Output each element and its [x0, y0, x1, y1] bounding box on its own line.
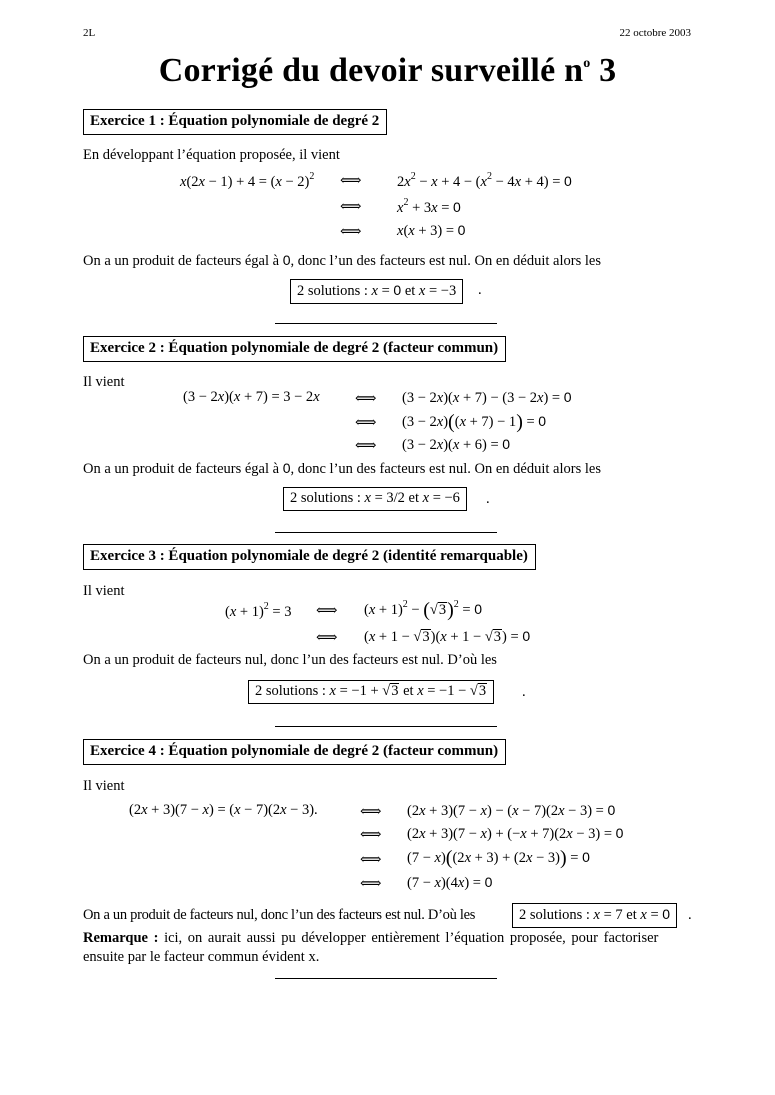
exercise-3-step-1: $(x + 1)^2 - (√3)^2 = 0$	[364, 599, 483, 621]
exercise-4-step-3: (7 − x)((2x + 3) + (2x − 3)) = 0	[407, 847, 590, 869]
exercise-2-step-3: (3 − 2x)(x + 6) = 0	[402, 436, 511, 453]
exercise-2-step-2: (3 − 2x)((x + 7) − 1) = 0	[402, 411, 547, 433]
iff-symbol: ⟺	[340, 224, 361, 240]
remark-text: ici, on aurait aussi pu développer entièrement l’équation proposée, pour factoriser	[158, 930, 659, 946]
exercise-4-remark-line-2: ensuite par le facteur commun évident x.	[83, 949, 320, 965]
exercise-2-solution-box: 2 solutions : x = 3/2 et x = −6	[283, 487, 467, 511]
remark-label: Remarque :	[83, 930, 159, 946]
title-superscript: o	[583, 56, 591, 71]
iff-symbol: ⟺	[355, 391, 376, 407]
exercise-4-title: Exercice 4 : Équation polynomiale de degré 2 (facteur commun)	[83, 739, 506, 765]
section-divider	[275, 532, 497, 533]
exercise-3-lhs: $(x + 1)^2 = 3$	[225, 601, 292, 620]
exercise-3-conclusion: On a un produit de facteurs nul, donc l’un des facteurs est nul. D’où les	[83, 652, 497, 668]
exercise-4-conclusion: On a un produit de facteurs nul, donc l’un des facteurs est nul. D’où les	[83, 907, 476, 923]
page-title	[0, 52, 775, 90]
iff-symbol: ⟺	[316, 603, 337, 619]
exercise-1-step-2: $x^2 + 3x = 0$	[397, 197, 461, 216]
section-divider	[275, 726, 497, 727]
exercise-3-title: Exercice 3 : Équation polynomiale de degré 2 (identité remarquable)	[83, 544, 536, 570]
date-label: 22 octobre 2003	[619, 27, 691, 39]
period: .	[486, 491, 490, 507]
period: .	[688, 907, 692, 923]
exercise-4-step-1: (2x + 3)(7 − x) − (x − 7)(2x − 3) = 0	[407, 802, 616, 819]
exercise-4-step-2: (2x + 3)(7 − x) + (−x + 7)(2x − 3) = 0	[407, 825, 624, 842]
iff-symbol: ⟺	[340, 199, 361, 215]
iff-symbol: ⟺	[355, 415, 376, 431]
exercise-1-intro: En développant l’équation proposée, il vient	[83, 147, 340, 163]
title-number: 3	[590, 52, 617, 89]
period: .	[522, 684, 526, 700]
exercise-4-lhs: (2x + 3)(7 − x) = (x − 7)(2x − 3).	[129, 802, 318, 818]
iff-symbol: ⟺	[316, 630, 337, 646]
exercise-4-remark	[83, 930, 692, 947]
exercise-2-intro: Il vient	[83, 374, 125, 390]
exercise-1-step-1: $2x^2 - x + 4 - (x^2 - 4x + 4) = 0$	[397, 171, 572, 190]
exercise-2-conclusion: On a un produit de facteurs égal à 0, donc l’un des facteurs est nul. On en déduit alors les	[83, 460, 601, 477]
exercise-3-intro: Il vient	[83, 583, 125, 599]
exercise-2-step-1: (3 − 2x)(x + 7) − (3 − 2x) = 0	[402, 389, 572, 406]
section-divider	[275, 978, 497, 979]
section-divider	[275, 323, 497, 324]
exercise-1-step-3: x(x + 3) = 0	[397, 222, 466, 239]
iff-symbol: ⟺	[360, 827, 381, 843]
exercise-3-solution-box: 2 solutions : x = −1 + √3 et x = −1 − √3	[248, 680, 494, 704]
title-text: Corrigé du devoir surveillé n	[158, 52, 584, 89]
iff-symbol: ⟺	[355, 438, 376, 454]
iff-symbol: ⟺	[360, 876, 381, 892]
iff-symbol: ⟺	[360, 852, 381, 868]
exercise-1-lhs: $x(2x - 1) + 4 = (x - 2)^2$	[180, 171, 315, 190]
exercise-2-lhs: (3 − 2x)(x + 7) = 3 − 2x	[183, 389, 320, 405]
exercise-4-solution-box: 2 solutions : x = 7 et x = 0	[512, 903, 677, 928]
iff-symbol: ⟺	[360, 804, 381, 820]
exercise-4-intro: Il vient	[83, 778, 125, 794]
exercise-4-step-4: (7 − x)(4x) = 0	[407, 874, 493, 891]
exercise-2-title: Exercice 2 : Équation polynomiale de degré 2 (facteur commun)	[83, 336, 506, 362]
exercise-1-title: Exercice 1 : Équation polynomiale de degré 2	[83, 109, 387, 135]
period: .	[478, 282, 482, 298]
exercise-1-solution-box: 2 solutions : x = 0 et x = −3	[290, 279, 463, 304]
exercise-1-conclusion: On a un produit de facteurs égal à 0, donc l’un des facteurs est nul. On en déduit alors les	[83, 252, 601, 269]
exercise-3-step-2: (x + 1 − √3)(x + 1 − √3) = 0	[364, 628, 531, 645]
iff-symbol: ⟺	[340, 173, 361, 189]
class-label: 2L	[83, 27, 96, 39]
